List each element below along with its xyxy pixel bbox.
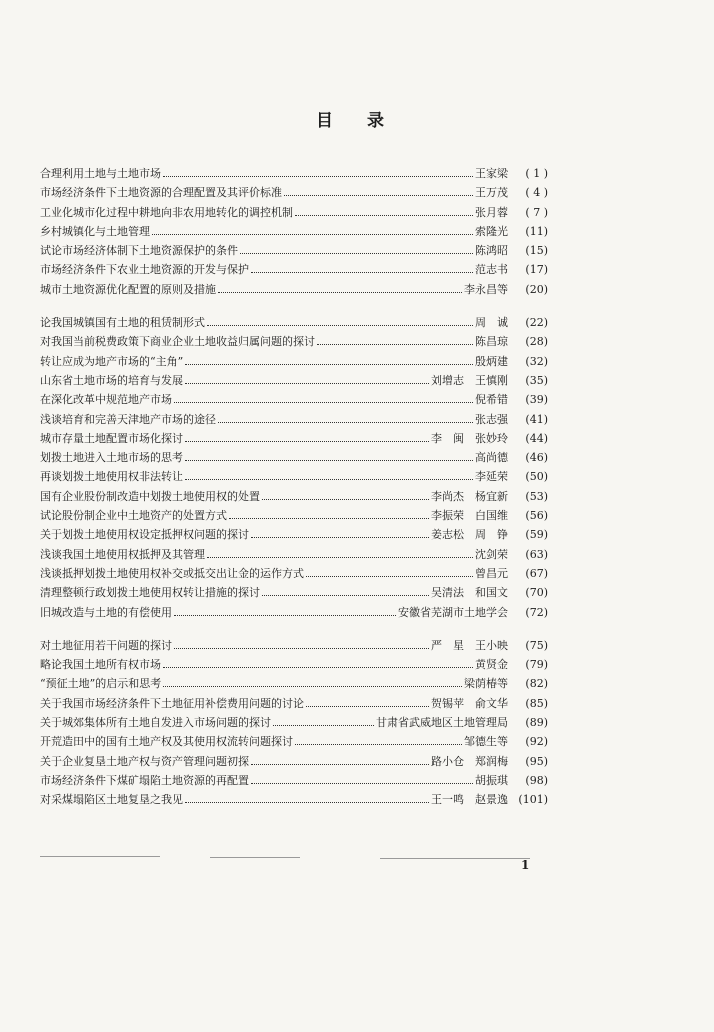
toc-entry xyxy=(40,429,548,448)
entry-page: (67) xyxy=(525,566,548,580)
dot-leader xyxy=(306,706,429,707)
entry-author: 索隆光 xyxy=(475,224,508,238)
toc-entry xyxy=(40,313,548,332)
dot-leader xyxy=(251,537,429,538)
entry-page: ( 4 ) xyxy=(525,186,548,200)
entry-title: 在深化改革中规范地产市场 xyxy=(40,393,172,407)
entry-page: (35) xyxy=(525,373,548,387)
dot-leader xyxy=(295,744,462,745)
dot-leader xyxy=(163,667,473,668)
entry-title: “预征土地”的启示和思考 xyxy=(40,677,162,691)
entry-author: 王一鸣 赵景逸 xyxy=(431,793,508,807)
dot-leader xyxy=(240,253,473,254)
entry-title: 城市土地资源优化配置的原则及措施 xyxy=(40,282,216,296)
entry-author: 周 诚 xyxy=(475,316,508,330)
page-number: 1 xyxy=(521,858,530,872)
entry-author: 路小仓 郑润梅 xyxy=(431,754,508,768)
entry-author: 吴清法 和国文 xyxy=(431,586,508,600)
toc-entry xyxy=(40,332,548,351)
dot-leader xyxy=(185,364,473,365)
entry-author: 王家梁 xyxy=(475,167,508,180)
entry-page: (63) xyxy=(525,547,548,561)
entry-page: (82) xyxy=(525,677,548,691)
entry-title: 浅谈抵押划拨土地使用权补交或抵交出让金的运作方式 xyxy=(40,566,304,580)
entry-page: (39) xyxy=(525,393,548,407)
entry-author: 倪希错 xyxy=(475,393,508,407)
entry-page: ( 7 ) xyxy=(525,205,548,219)
entry-author: 王万茂 xyxy=(475,186,508,200)
dot-leader xyxy=(295,215,473,216)
entry-author: 黄贤金 xyxy=(475,658,508,672)
entry-page: (20) xyxy=(525,282,548,296)
toc-entry xyxy=(40,564,548,583)
entry-title: 略论我国土地所有权市场 xyxy=(40,658,161,672)
entry-page: (22) xyxy=(525,316,548,330)
toc-entry xyxy=(40,790,548,809)
entry-title: 关于企业复垦土地产权与资产管理问题初探 xyxy=(40,754,249,768)
entry-author: 安徽省芜湖市土地学会 xyxy=(398,605,508,619)
entry-author: 高尚德 xyxy=(475,451,508,465)
entry-title: 再谈划拨土地使用权非法转让 xyxy=(40,470,183,484)
entry-title: 合理利用土地与土地市场 xyxy=(40,167,161,180)
entry-page: (75) xyxy=(525,638,548,652)
toc-section xyxy=(40,164,548,299)
entry-author: 邹德生等 xyxy=(464,735,508,749)
toc-entry xyxy=(40,241,548,260)
entry-title: 试论股份制企业中土地资产的处置方式 xyxy=(40,509,227,523)
entry-title: 关于城郊集体所有土地自发进入市场问题的探讨 xyxy=(40,716,271,730)
entry-title: 浅谈培育和完善天津地产市场的途径 xyxy=(40,412,216,426)
entry-title: 山东省土地市场的培育与发展 xyxy=(40,373,183,387)
entry-author: 沈剑荣 xyxy=(475,547,508,561)
toc-entry xyxy=(40,222,548,241)
toc-entry xyxy=(40,674,548,693)
dot-leader xyxy=(185,441,429,442)
dot-leader xyxy=(262,499,429,500)
entry-page: (95) xyxy=(525,754,548,768)
entry-page: (28) xyxy=(525,335,548,349)
entry-page: (53) xyxy=(525,489,548,503)
toc-entry xyxy=(40,713,548,732)
entry-page: (79) xyxy=(525,658,548,672)
toc-section xyxy=(40,313,548,622)
entry-author: 甘肃省武威地区土地管理局 xyxy=(376,716,508,730)
dot-leader xyxy=(163,686,462,687)
entry-title: 市场经济条件下农业土地资源的开发与保护 xyxy=(40,263,249,277)
entry-title: 旧城改造与土地的有偿使用 xyxy=(40,605,172,619)
entry-title: 开荒造田中的国有土地产权及其使用权流转问题探讨 xyxy=(40,735,293,749)
entry-author: 李尚杰 杨宜新 xyxy=(431,489,508,503)
entry-author: 曾昌元 xyxy=(475,566,508,580)
entry-author: 梁荫椿等 xyxy=(464,677,508,691)
dot-leader xyxy=(251,783,473,784)
entry-page: (85) xyxy=(525,696,548,710)
dot-leader xyxy=(174,615,396,616)
table-of-contents xyxy=(40,164,548,810)
entry-author: 张月蓉 xyxy=(475,205,508,219)
entry-title: 城市存量土地配置市场化探讨 xyxy=(40,431,183,445)
dot-leader xyxy=(174,648,429,649)
toc-entry xyxy=(40,732,548,751)
toc-entry xyxy=(40,487,548,506)
entry-page: (44) xyxy=(525,431,548,445)
toc-entry xyxy=(40,694,548,713)
entry-title: 关于我国市场经济条件下土地征用补偿费用问题的讨论 xyxy=(40,696,304,710)
entry-page: (101) xyxy=(518,793,548,807)
entry-title: 对我国当前税费政策下商业企业土地收益归属问题的探讨 xyxy=(40,335,315,349)
dot-leader xyxy=(251,764,429,765)
entry-author: 殷炳建 xyxy=(475,354,508,368)
toc-entry xyxy=(40,448,548,467)
dot-leader xyxy=(152,234,473,235)
toc-entry xyxy=(40,636,548,655)
entry-author: 严 星 王小映 xyxy=(431,638,508,652)
dot-leader xyxy=(218,422,473,423)
entry-page: (98) xyxy=(525,773,548,787)
toc-entry xyxy=(40,352,548,371)
entry-title: 划拨土地进入土地市场的思考 xyxy=(40,451,183,465)
footer-rule xyxy=(40,856,160,857)
entry-author: 贺锡苹 俞文华 xyxy=(431,696,508,710)
toc-entry xyxy=(40,371,548,390)
entry-page: (50) xyxy=(525,470,548,484)
entry-author: 李延荣 xyxy=(475,470,508,484)
toc-entry xyxy=(40,164,548,183)
toc-entry xyxy=(40,603,548,622)
entry-title: 浅谈我国土地使用权抵押及其管理 xyxy=(40,547,205,561)
entry-page: (15) xyxy=(525,244,548,258)
entry-author: 李 闽 张妙玲 xyxy=(431,431,508,445)
toc-entry xyxy=(40,525,548,544)
entry-title: 市场经济条件下土地资源的合理配置及其评价标准 xyxy=(40,186,282,200)
toc-entry xyxy=(40,203,548,222)
entry-page: ( 1 ) xyxy=(525,167,548,180)
entry-title: 论我国城镇国有土地的租赁制形式 xyxy=(40,316,205,330)
entry-page: (59) xyxy=(525,528,548,542)
toc-entry xyxy=(40,260,548,279)
dot-leader xyxy=(251,272,473,273)
dot-leader xyxy=(262,595,429,596)
entry-title: 工业化城市化过程中耕地向非农用地转化的调控机制 xyxy=(40,205,293,219)
entry-title: 关于划拨土地使用权设定抵押权问题的探讨 xyxy=(40,528,249,542)
entry-page: (46) xyxy=(525,451,548,465)
dot-leader xyxy=(306,576,473,577)
toc-entry xyxy=(40,280,548,299)
entry-page: (92) xyxy=(525,735,548,749)
footer-rule xyxy=(210,857,300,858)
toc-entry xyxy=(40,410,548,429)
entry-page: (11) xyxy=(525,224,548,238)
entry-page: (56) xyxy=(525,509,548,523)
dot-leader xyxy=(185,383,429,384)
entry-page: (17) xyxy=(525,263,548,277)
entry-title: 转让应成为地产市场的“主角” xyxy=(40,354,184,368)
dot-leader xyxy=(218,292,462,293)
toc-entry xyxy=(40,390,548,409)
toc-entry xyxy=(40,583,548,602)
toc-entry xyxy=(40,771,548,790)
dot-leader xyxy=(163,176,473,177)
toc-section xyxy=(40,636,548,810)
entry-title: 乡村城镇化与土地管理 xyxy=(40,224,150,238)
entry-page: (70) xyxy=(525,586,548,600)
footer-rule xyxy=(380,858,530,859)
entry-author: 姜志松 周 铮 xyxy=(431,528,508,542)
dot-leader xyxy=(185,802,429,803)
entry-page: (72) xyxy=(525,605,548,619)
toc-entry xyxy=(40,183,548,202)
entry-author: 陈昌琼 xyxy=(475,335,508,349)
dot-leader xyxy=(273,725,374,726)
toc-entry xyxy=(40,752,548,771)
entry-title: 对土地征用若干问题的探讨 xyxy=(40,638,172,652)
entry-author: 李振荣 白国维 xyxy=(431,509,508,523)
page-title: 目 录 xyxy=(316,111,398,131)
entry-title: 试论市场经济体制下土地资源保护的条件 xyxy=(40,244,238,258)
entry-page: (41) xyxy=(525,412,548,426)
dot-leader xyxy=(317,344,473,345)
dot-leader xyxy=(174,402,473,403)
entry-page: (32) xyxy=(525,354,548,368)
dot-leader xyxy=(185,460,473,461)
entry-title: 对采煤塌陷区土地复垦之我见 xyxy=(40,793,183,807)
dot-leader xyxy=(229,518,429,519)
dot-leader xyxy=(207,557,473,558)
dot-leader xyxy=(207,325,473,326)
entry-page: (89) xyxy=(525,716,548,730)
toc-entry xyxy=(40,655,548,674)
toc-entry xyxy=(40,506,548,525)
entry-author: 陈鸿昭 xyxy=(475,244,508,258)
toc-entry xyxy=(40,467,548,486)
entry-author: 刘增志 王慎刚 xyxy=(431,373,508,387)
entry-title: 清理整顿行政划拨土地使用权转让措施的探讨 xyxy=(40,586,260,600)
toc-entry xyxy=(40,545,548,564)
entry-author: 胡振琪 xyxy=(475,773,508,787)
entry-author: 李永昌等 xyxy=(464,282,508,296)
dot-leader xyxy=(284,195,473,196)
entry-author: 张志强 xyxy=(475,412,508,426)
entry-title: 市场经济条件下煤矿塌陷土地资源的再配置 xyxy=(40,773,249,787)
dot-leader xyxy=(185,479,473,480)
entry-title: 国有企业股份制改造中划拨土地使用权的处置 xyxy=(40,489,260,503)
entry-author: 范志书 xyxy=(475,263,508,277)
